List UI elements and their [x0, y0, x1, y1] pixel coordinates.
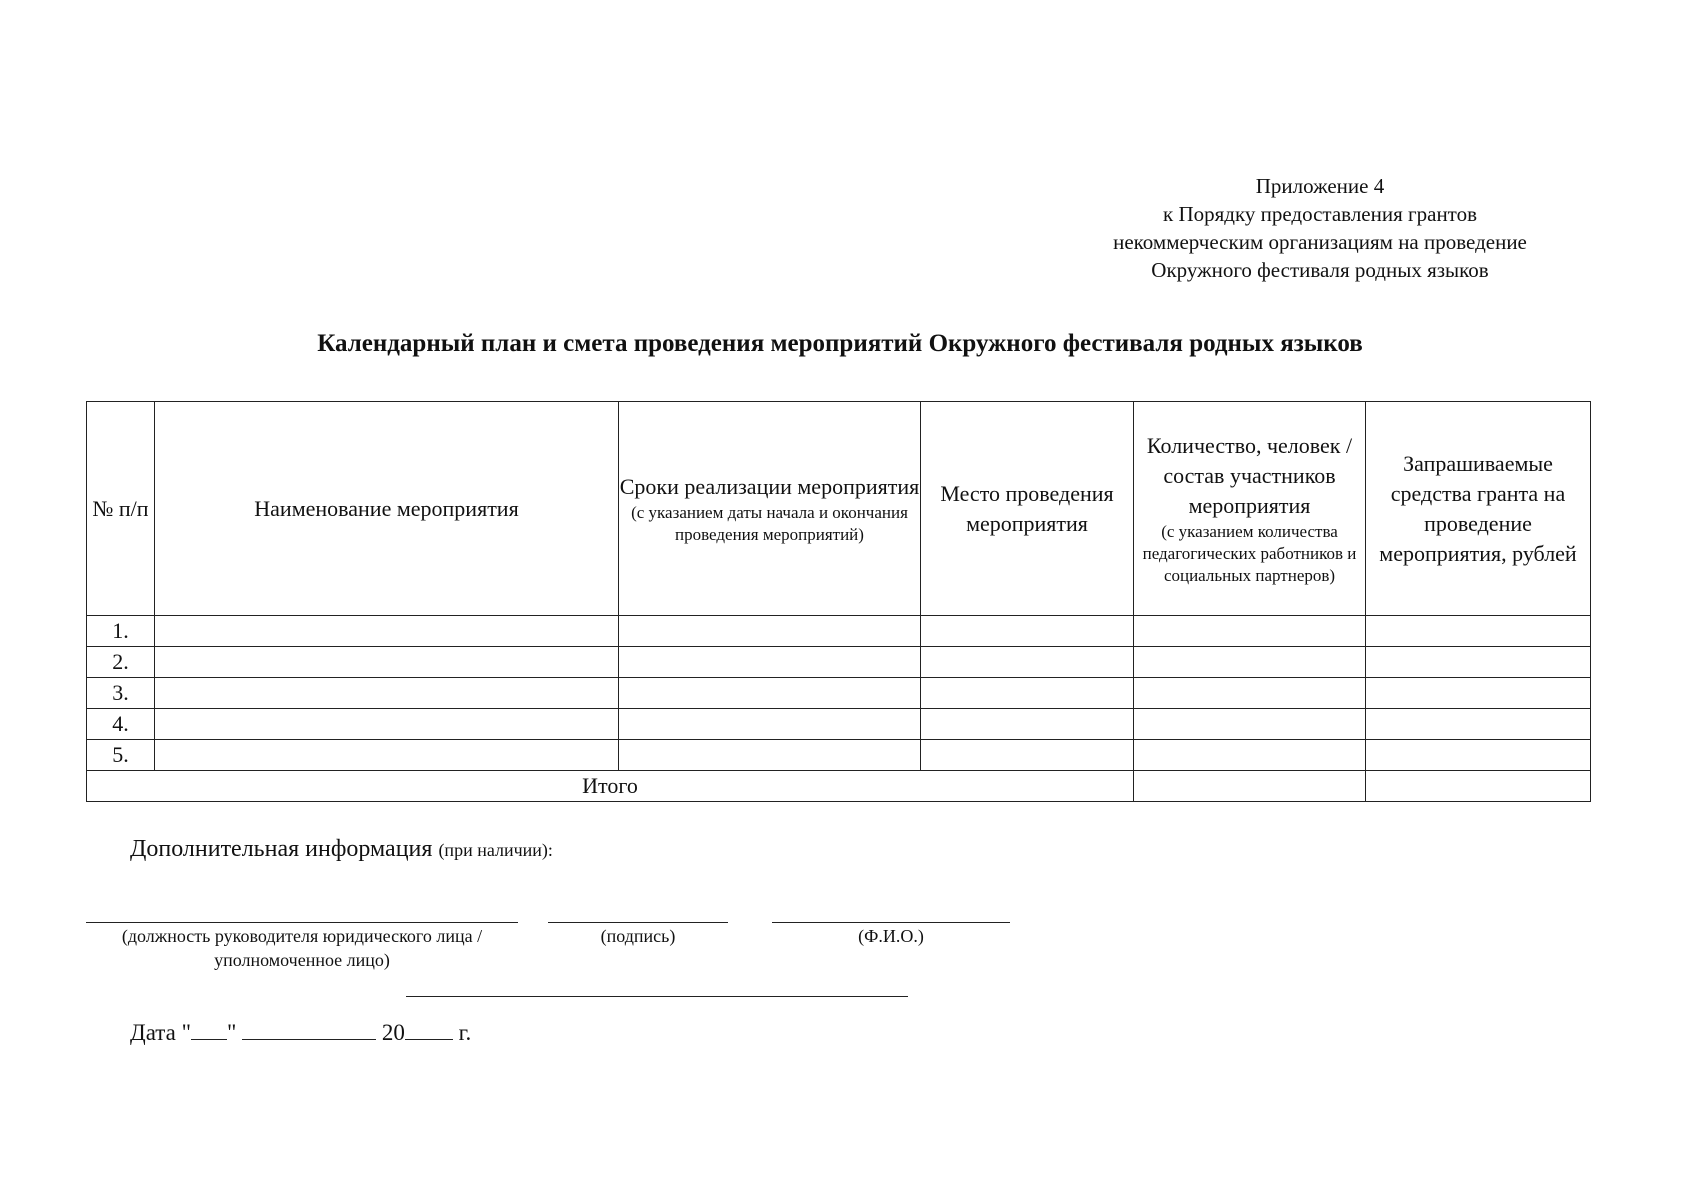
cell-grant-funds[interactable] [1366, 647, 1591, 678]
header-event-name: Наименование мероприятия [155, 402, 619, 616]
table-row [87, 616, 1591, 647]
cell-venue[interactable] [921, 740, 1134, 771]
cell-period[interactable] [619, 678, 921, 709]
cell-event-name[interactable] [155, 647, 619, 678]
row-number: 1. [87, 616, 155, 647]
cell-event-name[interactable] [155, 678, 619, 709]
cell-venue[interactable] [921, 709, 1134, 740]
table-header-row [87, 402, 1591, 616]
row-number: 3. [87, 678, 155, 709]
cell-participants[interactable] [1134, 616, 1366, 647]
appendix-line: Приложение 4 [1255, 174, 1385, 198]
date-suffix: г. [458, 1020, 472, 1045]
signature-line[interactable] [548, 922, 728, 923]
cell-participants[interactable] [1134, 709, 1366, 740]
appendix-reference [1040, 172, 1600, 284]
date-line [130, 1020, 471, 1046]
date-month-field[interactable] [242, 1021, 376, 1040]
row-number: 5. [87, 740, 155, 771]
cell-period[interactable] [619, 740, 921, 771]
cell-grant-funds[interactable] [1366, 709, 1591, 740]
additional-info-label: Дополнительная информация [130, 836, 433, 862]
full-name-label: (Ф.И.О.) [858, 926, 924, 946]
total-participants[interactable] [1134, 771, 1366, 802]
total-row [87, 771, 1591, 802]
date-mid: " [226, 1020, 237, 1045]
cell-grant-funds[interactable] [1366, 678, 1591, 709]
date-day-field[interactable] [191, 1021, 227, 1040]
cell-participants[interactable] [1134, 647, 1366, 678]
cell-participants[interactable] [1134, 740, 1366, 771]
table-row [87, 740, 1591, 771]
cell-venue[interactable] [921, 647, 1134, 678]
table-row [87, 647, 1591, 678]
date-year-field[interactable] [405, 1021, 453, 1040]
total-grant-funds[interactable] [1366, 771, 1591, 802]
total-label: Итого [87, 771, 1134, 802]
additional-info [130, 836, 553, 863]
extra-signature-line[interactable] [406, 996, 908, 997]
full-name-line[interactable] [772, 922, 1010, 923]
position-label: (должность руководителя юридического лица / уполномоченное лицо) [121, 926, 483, 970]
table-row [87, 709, 1591, 740]
date-prefix: Дата " [130, 1020, 191, 1045]
date-year-prefix: 20 [381, 1020, 405, 1045]
cell-venue[interactable] [921, 678, 1134, 709]
appendix-line: Окружного фестиваля родных языков [1151, 258, 1489, 282]
cell-event-name[interactable] [155, 709, 619, 740]
row-number: 2. [87, 647, 155, 678]
signature-label: (подпись) [600, 926, 676, 946]
plan-table [86, 401, 1591, 802]
cell-period[interactable] [619, 709, 921, 740]
header-participants: Количество, человек / состав участников мероприятия (с указанием количества педагогических работников и социальных партнеров) [1134, 402, 1366, 616]
table-row [87, 678, 1591, 709]
cell-grant-funds[interactable] [1366, 740, 1591, 771]
cell-event-name[interactable] [155, 740, 619, 771]
header-venue: Место проведения мероприятия [921, 402, 1134, 616]
header-period: Сроки реализации мероприятия (с указанием даты начала и окончания проведения мероприятий) [619, 402, 921, 616]
appendix-line: к Порядку предоставления грантов [1163, 202, 1477, 226]
cell-grant-funds[interactable] [1366, 616, 1591, 647]
cell-event-name[interactable] [155, 616, 619, 647]
cell-participants[interactable] [1134, 678, 1366, 709]
document-title: Календарный план и смета проведения мероприятий Окружного фестиваля родных языков [317, 330, 1363, 357]
header-number: № п/п [87, 402, 155, 616]
cell-venue[interactable] [921, 616, 1134, 647]
additional-info-note: (при наличии): [438, 840, 553, 860]
row-number: 4. [87, 709, 155, 740]
cell-period[interactable] [619, 616, 921, 647]
position-signature-line[interactable] [86, 922, 518, 923]
appendix-line: некоммерческим организациям на проведение [1113, 230, 1527, 254]
header-grant-funds: Запрашиваемые средства гранта на проведение мероприятия, рублей [1366, 402, 1591, 616]
cell-period[interactable] [619, 647, 921, 678]
